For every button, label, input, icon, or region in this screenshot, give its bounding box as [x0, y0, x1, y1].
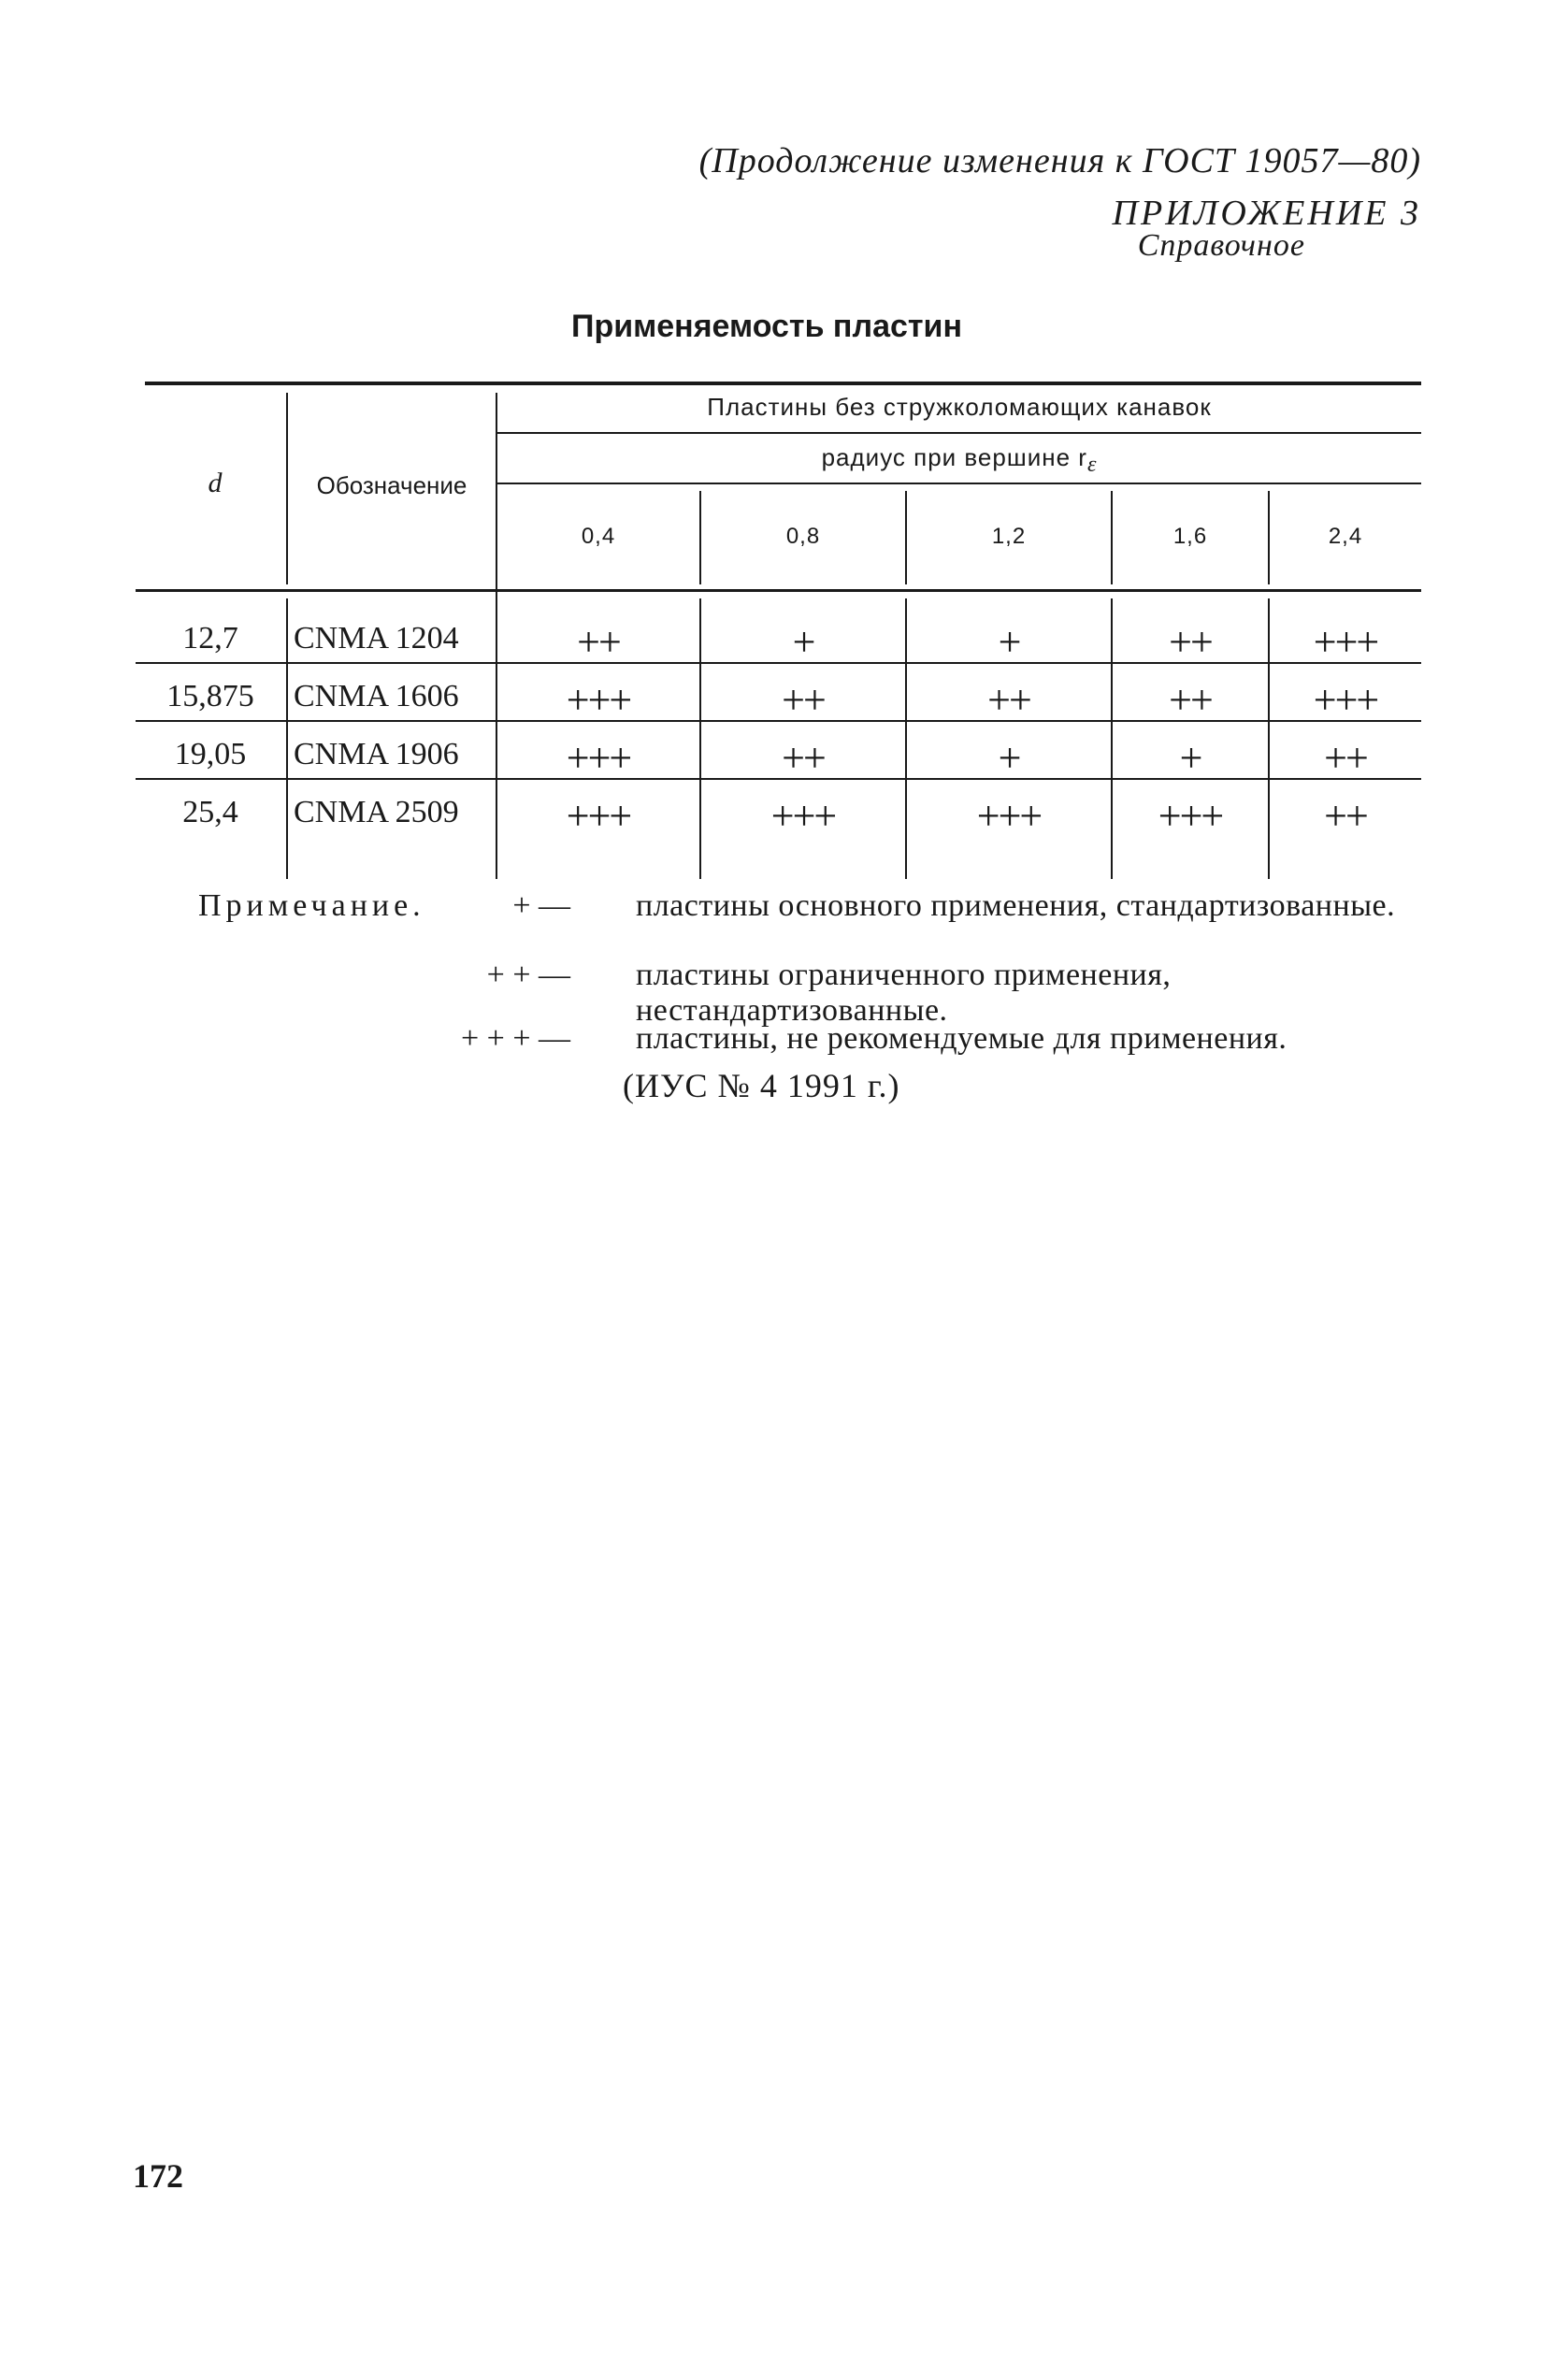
radius-header: 0,8 [785, 524, 821, 549]
applicability-mark: + [792, 619, 814, 665]
applicability-mark: +++ [1313, 677, 1378, 723]
applicability-mark: ++ [987, 677, 1030, 723]
col-rule [286, 598, 288, 879]
radius-header: 1,6 [1172, 524, 1208, 549]
note-symbol: + + — [486, 958, 570, 992]
applicability-mark: ++ [1169, 619, 1212, 665]
note-symbol: + + + — [460, 1021, 570, 1056]
continuation-note: (Продолжение изменения к ГОСТ 19057—80) [698, 141, 1421, 180]
appendix-title: ПРИЛОЖЕНИЕ 3 [1112, 194, 1421, 233]
applicability-mark: ++ [782, 677, 825, 723]
row-d-value: 19,05 [174, 737, 247, 771]
applicability-mark: ++ [782, 735, 825, 781]
row-designation: CNMA 1606 [294, 679, 459, 713]
applicability-mark: +++ [566, 793, 631, 839]
subgroup-header-text: радиус при вершине r [821, 443, 1087, 471]
page-number: 172 [133, 2157, 183, 2195]
row-d-value: 15,875 [166, 679, 254, 713]
ius-reference: (ИУС № 4 1991 г.) [623, 1067, 900, 1104]
applicability-mark: +++ [1158, 793, 1223, 839]
applicability-mark: +++ [566, 735, 631, 781]
subgroup-header [497, 443, 1421, 478]
group-header: Пластины без стружколомающих канавок [707, 393, 1212, 421]
row-d-value: 12,7 [182, 621, 238, 656]
radius-header: 1,2 [991, 524, 1027, 549]
col-header-d: d [208, 468, 223, 498]
group-header-rule [497, 432, 1421, 434]
note-label: Примечание. [198, 888, 425, 923]
note-text: пластины основного применения, стандартизованные. [636, 888, 1396, 923]
applicability-mark: ++ [577, 619, 620, 665]
header-bottom-rule [136, 589, 1421, 592]
note-text: пластины, не рекомендуемые для применения. [636, 1021, 1287, 1056]
table-top-rule [145, 382, 1421, 385]
note-symbol: + — [512, 888, 570, 923]
applicability-mark: ++ [1324, 793, 1367, 839]
subgroup-subscript: ε [1086, 453, 1098, 478]
table-title: Применяемость пластин [571, 309, 962, 344]
applicability-mark: + [1179, 735, 1201, 781]
note-text: пластины ограниченного применения, нестандартизованные. [636, 958, 1172, 1028]
radius-header: 0,4 [581, 524, 616, 549]
row-d-value: 25,4 [182, 795, 238, 829]
applicability-mark: +++ [770, 793, 836, 839]
applicability-mark: ++ [1169, 677, 1212, 723]
row-designation: CNMA 2509 [294, 795, 459, 829]
applicability-mark: ++ [1324, 735, 1367, 781]
applicability-mark: + [998, 619, 1020, 665]
applicability-mark: +++ [566, 677, 631, 723]
subgroup-header-rule [497, 483, 1421, 484]
row-designation: CNMA 1204 [294, 621, 459, 656]
applicability-mark: + [998, 735, 1020, 781]
radius-header: 2,4 [1328, 524, 1363, 549]
row-designation: CNMA 1906 [294, 737, 459, 771]
applicability-mark: +++ [1313, 619, 1378, 665]
applicability-mark: +++ [976, 793, 1042, 839]
col-header-designation: Обозначение [316, 471, 468, 499]
appendix-status: Справочное [1137, 228, 1305, 263]
